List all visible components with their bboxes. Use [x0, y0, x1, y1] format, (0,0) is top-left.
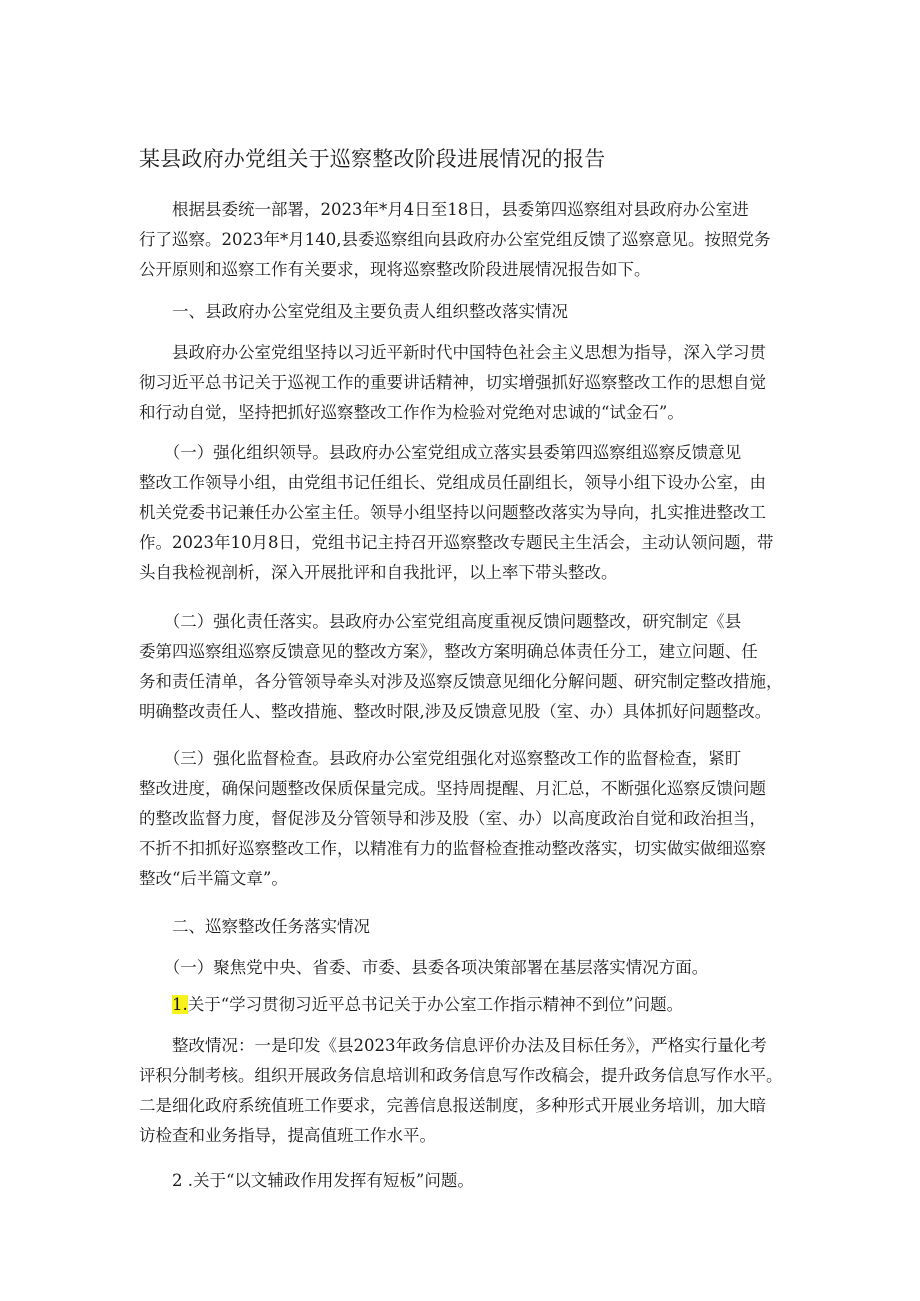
- point1-heading: 1.关于“学习贯彻习近平总书记关于办公室工作指示精神不到位”问题。: [172, 995, 684, 1014]
- point1-line: 整改情况：一是印发《县2023年政务信息评价办法及目标任务》，严格实行量化考: [139, 1036, 767, 1055]
- section1-line: 县政府办公室党组坚持以习近平新时代中国特色社会主义思想为指导，深入学习贯: [139, 343, 766, 362]
- item3-line: 不折不扣抓好巡察整改工作，以精准有力的监督检查推动整改落实，切实做实做细巡察: [139, 839, 766, 858]
- document-title: 某县政府办党组关于巡察整改阶段进展情况的报告: [139, 147, 606, 171]
- highlighted-number: 1.: [172, 995, 188, 1014]
- point2-heading: 2 .关于“以文辅政作用发挥有短板”问题。: [139, 1171, 474, 1190]
- item1-paragraph: [139, 438, 787, 588]
- section1-paragraph: [139, 338, 787, 428]
- item1-line: 整改工作领导小组，由党组书记任组长、党组成员任副组长，领导小组下设办公室，由: [139, 473, 766, 492]
- item2-line: 务和责任清单，各分管领导牵头对涉及巡察反馈意见细化分解问题、研究制定整改措施，: [139, 672, 783, 691]
- section1-heading: 一、县政府办公室党组及主要负责人组织整改落实情况: [139, 302, 568, 321]
- item3-line: （三）强化监督检查。县政府办公室党组强化对巡察整改工作的监督检查，紧盯: [139, 749, 742, 768]
- section2-heading: 二、巡察整改任务落实情况: [139, 917, 370, 936]
- item3-paragraph: [139, 744, 787, 894]
- point1-line: 评积分制考核。组织开展政务信息培训和政务信息写作改稿会，提升政务信息写作水平。: [139, 1066, 783, 1085]
- item2-line: （二）强化责任落实。县政府办公室党组高度重视反馈问题整改，研究制定《县: [139, 612, 742, 631]
- point1-line: 访检查和业务指导，提高值班工作水平。: [139, 1126, 436, 1145]
- intro-line: 行了巡察。2023年*月140,县委巡察组向县政府办公室党组反馈了巡察意见。按照党务: [139, 230, 771, 249]
- item1-line: 作。2023年10月8日，党组书记主持召开巡察整改专题民主生活会，主动认领问题，带: [139, 533, 774, 552]
- item3-line: 整改“后半篇文章”。: [139, 869, 288, 888]
- item2-line: 明确整改责任人、整改措施、整改时限,涉及反馈意见股（室、办）具体抓好问题整改。: [139, 702, 772, 721]
- intro-line: 公开原则和巡察工作有关要求，现将巡察整改阶段进展情况报告如下。: [139, 260, 651, 279]
- section1-line: 彻习近平总书记关于巡视工作的重要讲话精神，切实增强抓好巡察整改工作的思想自觉: [139, 373, 766, 392]
- section2-subheading: （一）聚焦党中央、省委、市委、县委各项决策部署在基层落实情况方面。: [139, 958, 709, 977]
- item1-line: （一）强化组织领导。县政府办公室党组成立落实县委第四巡察组巡察反馈意见: [139, 443, 742, 462]
- item2-paragraph: [139, 607, 787, 727]
- intro-line: 根据县委统一部署，2023年*月4日至18日，县委第四巡察组对县政府办公室进: [139, 200, 749, 219]
- intro-paragraph: [139, 195, 787, 285]
- item3-line: 的整改监督力度，督促涉及分管领导和涉及股（室、办）以高度政治自觉和政治担当，: [139, 809, 766, 828]
- item1-line: 机关党委书记兼任办公室主任。领导小组坚持以问题整改落实为导向，扎实推进整改工: [139, 503, 766, 522]
- point1-paragraph: [139, 1031, 787, 1151]
- point1-line: 二是细化政府系统值班工作要求，完善信息报送制度，多种形式开展业务培训，加大暗: [139, 1096, 766, 1115]
- item3-line: 整改进度，确保问题整改保质保量完成。坚持周提醒、月汇总，不断强化巡察反馈问题: [139, 779, 766, 798]
- item2-line: 委第四巡察组巡察反馈意见的整改方案》，整改方案明确总体责任分工，建立问题、任: [139, 642, 758, 661]
- item1-line: 头自我检视剖析，深入开展批评和自我批评，以上率下带头整改。: [139, 563, 618, 582]
- section1-line: 和行动自觉，坚持把抓好巡察整改工作作为检验对党绝对忠诚的“试金石”。: [139, 403, 684, 422]
